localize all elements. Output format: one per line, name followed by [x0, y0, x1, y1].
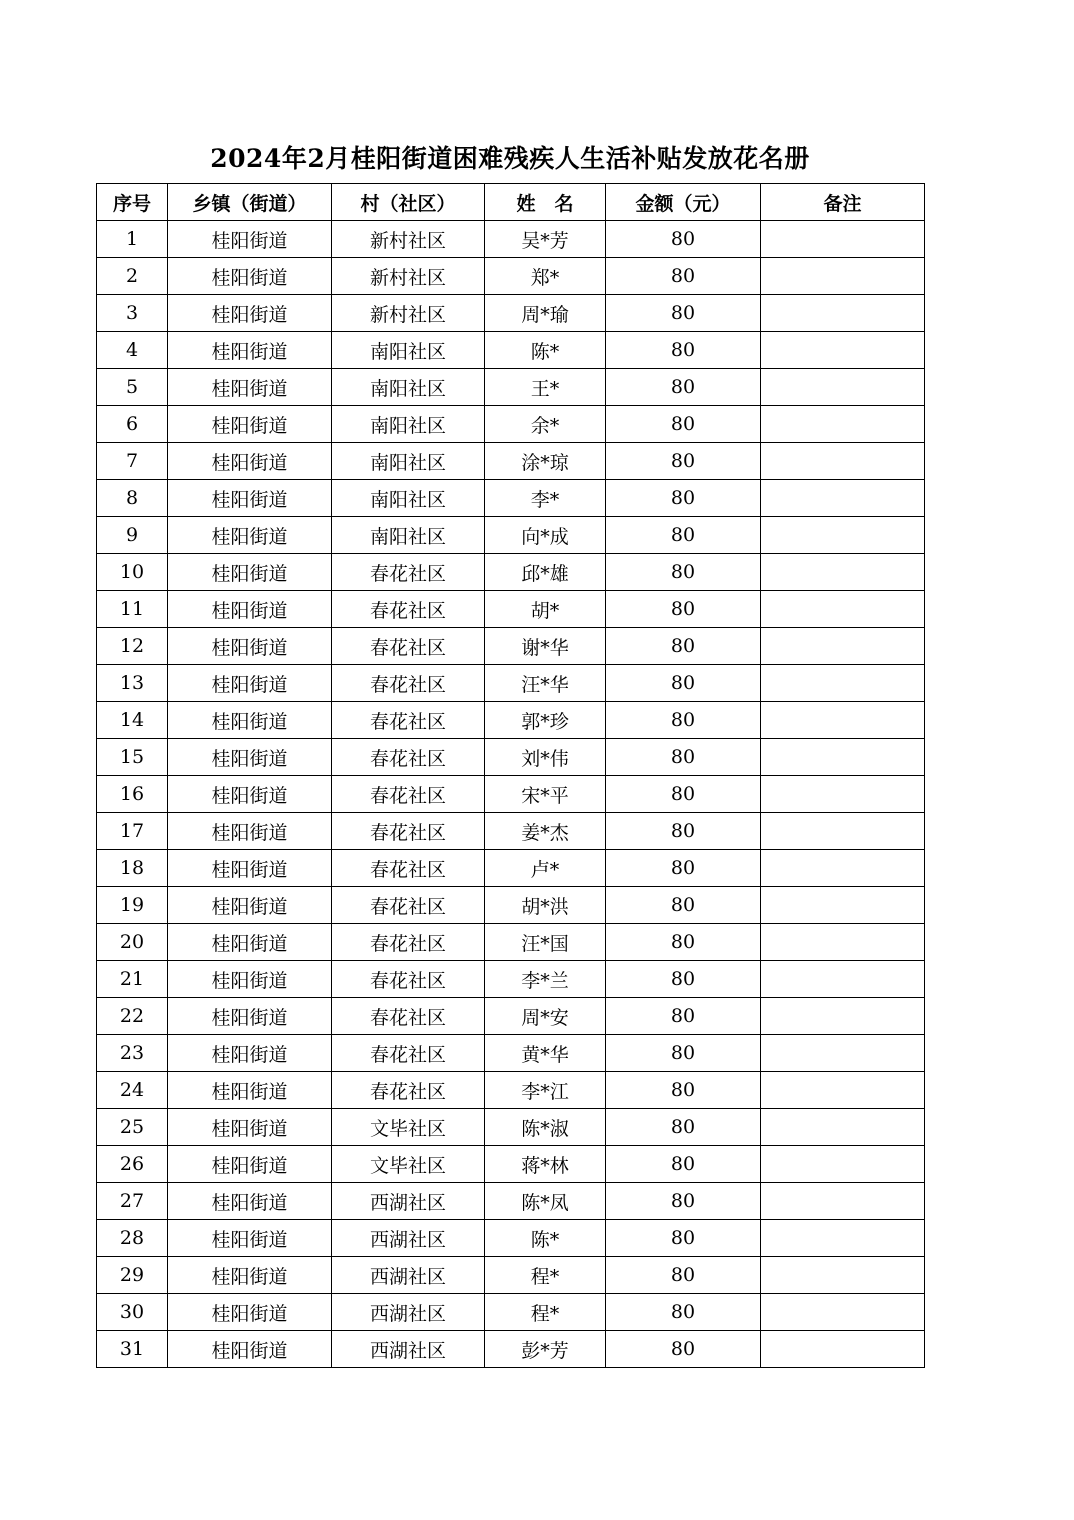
cell-name: 周*瑜	[485, 295, 606, 332]
cell-amount: 80	[606, 702, 761, 739]
table-row	[97, 1257, 925, 1294]
cell-community: 春花社区	[332, 591, 485, 628]
table-row	[97, 1072, 925, 1109]
cell-community: 西湖社区	[332, 1183, 485, 1220]
table-row	[97, 295, 925, 332]
table-row	[97, 628, 925, 665]
cell-town: 桂阳街道	[168, 332, 332, 369]
cell-community: 春花社区	[332, 924, 485, 961]
cell-remark	[761, 813, 925, 850]
cell-town: 桂阳街道	[168, 258, 332, 295]
cell-town: 桂阳街道	[168, 1072, 332, 1109]
cell-amount: 80	[606, 739, 761, 776]
cell-remark	[761, 480, 925, 517]
cell-serial: 27	[97, 1183, 168, 1220]
cell-serial: 14	[97, 702, 168, 739]
cell-community: 春花社区	[332, 739, 485, 776]
cell-amount: 80	[606, 221, 761, 258]
cell-serial: 24	[97, 1072, 168, 1109]
table-row	[97, 813, 925, 850]
cell-serial: 1	[97, 221, 168, 258]
document-title: 2024年2月桂阳街道困难残疾人生活补贴发放花名册	[210, 144, 810, 173]
cell-amount: 80	[606, 295, 761, 332]
cell-amount: 80	[606, 443, 761, 480]
header-community: 村（社区）	[332, 184, 485, 221]
cell-amount: 80	[606, 1146, 761, 1183]
cell-amount: 80	[606, 480, 761, 517]
cell-name: 李*	[485, 480, 606, 517]
cell-name: 谢*华	[485, 628, 606, 665]
cell-amount: 80	[606, 665, 761, 702]
cell-serial: 8	[97, 480, 168, 517]
table-row	[97, 665, 925, 702]
cell-remark	[761, 739, 925, 776]
cell-name: 程*	[485, 1257, 606, 1294]
cell-remark	[761, 1183, 925, 1220]
cell-community: 春花社区	[332, 1072, 485, 1109]
table-row	[97, 887, 925, 924]
cell-amount: 80	[606, 776, 761, 813]
cell-name: 彭*芳	[485, 1331, 606, 1368]
cell-town: 桂阳街道	[168, 1220, 332, 1257]
cell-remark	[761, 628, 925, 665]
cell-name: 刘*伟	[485, 739, 606, 776]
cell-name: 李*兰	[485, 961, 606, 998]
cell-amount: 80	[606, 406, 761, 443]
cell-community: 春花社区	[332, 887, 485, 924]
cell-remark	[761, 221, 925, 258]
cell-town: 桂阳街道	[168, 480, 332, 517]
cell-amount: 80	[606, 628, 761, 665]
cell-name: 邱*雄	[485, 554, 606, 591]
cell-name: 胡*	[485, 591, 606, 628]
cell-serial: 6	[97, 406, 168, 443]
table-row	[97, 1331, 925, 1368]
cell-remark	[761, 591, 925, 628]
cell-remark	[761, 295, 925, 332]
table-row	[97, 998, 925, 1035]
cell-serial: 22	[97, 998, 168, 1035]
cell-serial: 9	[97, 517, 168, 554]
cell-remark	[761, 702, 925, 739]
cell-town: 桂阳街道	[168, 1183, 332, 1220]
cell-community: 文毕社区	[332, 1146, 485, 1183]
cell-remark	[761, 924, 925, 961]
cell-name: 郭*珍	[485, 702, 606, 739]
table-row	[97, 443, 925, 480]
cell-serial: 4	[97, 332, 168, 369]
cell-community: 文毕社区	[332, 1109, 485, 1146]
cell-remark	[761, 998, 925, 1035]
table-row	[97, 1294, 925, 1331]
cell-remark	[761, 665, 925, 702]
cell-remark	[761, 1035, 925, 1072]
cell-name: 余*	[485, 406, 606, 443]
cell-community: 南阳社区	[332, 443, 485, 480]
header-name: 姓 名	[485, 184, 606, 221]
cell-community: 春花社区	[332, 702, 485, 739]
cell-remark	[761, 369, 925, 406]
cell-community: 春花社区	[332, 628, 485, 665]
header-serial: 序号	[97, 184, 168, 221]
cell-name: 蒋*林	[485, 1146, 606, 1183]
cell-serial: 3	[97, 295, 168, 332]
cell-community: 南阳社区	[332, 369, 485, 406]
cell-town: 桂阳街道	[168, 517, 332, 554]
cell-town: 桂阳街道	[168, 776, 332, 813]
cell-town: 桂阳街道	[168, 1294, 332, 1331]
cell-remark	[761, 961, 925, 998]
cell-community: 南阳社区	[332, 406, 485, 443]
table-row	[97, 850, 925, 887]
cell-amount: 80	[606, 887, 761, 924]
cell-serial: 2	[97, 258, 168, 295]
table-row	[97, 332, 925, 369]
cell-remark	[761, 1257, 925, 1294]
cell-amount: 80	[606, 591, 761, 628]
cell-town: 桂阳街道	[168, 739, 332, 776]
cell-community: 南阳社区	[332, 517, 485, 554]
table-row	[97, 591, 925, 628]
cell-serial: 7	[97, 443, 168, 480]
cell-name: 陈*淑	[485, 1109, 606, 1146]
cell-remark	[761, 1331, 925, 1368]
cell-serial: 19	[97, 887, 168, 924]
cell-serial: 13	[97, 665, 168, 702]
cell-amount: 80	[606, 1072, 761, 1109]
cell-remark	[761, 554, 925, 591]
table-row	[97, 1220, 925, 1257]
cell-serial: 17	[97, 813, 168, 850]
cell-community: 春花社区	[332, 998, 485, 1035]
cell-name: 黄*华	[485, 1035, 606, 1072]
cell-remark	[761, 776, 925, 813]
cell-name: 陈*凤	[485, 1183, 606, 1220]
cell-name: 程*	[485, 1294, 606, 1331]
table-row	[97, 480, 925, 517]
cell-town: 桂阳街道	[168, 1035, 332, 1072]
cell-amount: 80	[606, 998, 761, 1035]
cell-remark	[761, 1220, 925, 1257]
cell-serial: 15	[97, 739, 168, 776]
cell-amount: 80	[606, 554, 761, 591]
cell-serial: 12	[97, 628, 168, 665]
cell-serial: 16	[97, 776, 168, 813]
cell-amount: 80	[606, 517, 761, 554]
cell-community: 春花社区	[332, 554, 485, 591]
cell-town: 桂阳街道	[168, 924, 332, 961]
cell-town: 桂阳街道	[168, 1109, 332, 1146]
table-row	[97, 1109, 925, 1146]
cell-amount: 80	[606, 1183, 761, 1220]
table-body	[97, 221, 925, 1368]
table-row	[97, 776, 925, 813]
cell-name: 向*成	[485, 517, 606, 554]
cell-remark	[761, 1146, 925, 1183]
cell-serial: 21	[97, 961, 168, 998]
cell-community: 春花社区	[332, 665, 485, 702]
table-row	[97, 702, 925, 739]
cell-community: 南阳社区	[332, 480, 485, 517]
cell-community: 西湖社区	[332, 1331, 485, 1368]
cell-name: 李*江	[485, 1072, 606, 1109]
cell-name: 胡*洪	[485, 887, 606, 924]
table-row	[97, 221, 925, 258]
cell-amount: 80	[606, 369, 761, 406]
cell-remark	[761, 850, 925, 887]
cell-town: 桂阳街道	[168, 406, 332, 443]
table-row	[97, 924, 925, 961]
cell-amount: 80	[606, 850, 761, 887]
table-row	[97, 369, 925, 406]
cell-town: 桂阳街道	[168, 850, 332, 887]
cell-serial: 5	[97, 369, 168, 406]
cell-amount: 80	[606, 1331, 761, 1368]
cell-serial: 11	[97, 591, 168, 628]
cell-amount: 80	[606, 924, 761, 961]
cell-name: 陈*	[485, 1220, 606, 1257]
cell-town: 桂阳街道	[168, 813, 332, 850]
cell-town: 桂阳街道	[168, 702, 332, 739]
cell-amount: 80	[606, 1220, 761, 1257]
cell-amount: 80	[606, 258, 761, 295]
table-row	[97, 1035, 925, 1072]
header-remark: 备注	[761, 184, 925, 221]
cell-amount: 80	[606, 1294, 761, 1331]
cell-remark	[761, 443, 925, 480]
table-row	[97, 406, 925, 443]
cell-serial: 30	[97, 1294, 168, 1331]
cell-serial: 29	[97, 1257, 168, 1294]
cell-amount: 80	[606, 813, 761, 850]
cell-remark	[761, 406, 925, 443]
cell-name: 涂*琼	[485, 443, 606, 480]
cell-community: 西湖社区	[332, 1257, 485, 1294]
cell-remark	[761, 332, 925, 369]
cell-remark	[761, 887, 925, 924]
cell-amount: 80	[606, 332, 761, 369]
table-row	[97, 258, 925, 295]
cell-serial: 31	[97, 1331, 168, 1368]
cell-remark	[761, 1294, 925, 1331]
cell-town: 桂阳街道	[168, 554, 332, 591]
cell-community: 新村社区	[332, 221, 485, 258]
cell-town: 桂阳街道	[168, 591, 332, 628]
cell-town: 桂阳街道	[168, 369, 332, 406]
cell-community: 西湖社区	[332, 1294, 485, 1331]
cell-town: 桂阳街道	[168, 887, 332, 924]
cell-community: 春花社区	[332, 776, 485, 813]
cell-community: 新村社区	[332, 258, 485, 295]
cell-community: 春花社区	[332, 850, 485, 887]
cell-remark	[761, 1109, 925, 1146]
cell-serial: 18	[97, 850, 168, 887]
table-header-row	[97, 184, 925, 221]
cell-name: 汪*国	[485, 924, 606, 961]
table-row	[97, 1146, 925, 1183]
header-amount: 金额（元）	[606, 184, 761, 221]
cell-community: 南阳社区	[332, 332, 485, 369]
cell-name: 姜*杰	[485, 813, 606, 850]
table-row	[97, 554, 925, 591]
cell-community: 西湖社区	[332, 1220, 485, 1257]
cell-name: 卢*	[485, 850, 606, 887]
header-town: 乡镇（街道）	[168, 184, 332, 221]
cell-town: 桂阳街道	[168, 628, 332, 665]
cell-name: 吴*芳	[485, 221, 606, 258]
table-row	[97, 961, 925, 998]
cell-town: 桂阳街道	[168, 1257, 332, 1294]
cell-serial: 28	[97, 1220, 168, 1257]
cell-amount: 80	[606, 1257, 761, 1294]
cell-town: 桂阳街道	[168, 665, 332, 702]
cell-community: 春花社区	[332, 813, 485, 850]
cell-town: 桂阳街道	[168, 443, 332, 480]
cell-name: 王*	[485, 369, 606, 406]
cell-serial: 23	[97, 1035, 168, 1072]
cell-name: 周*安	[485, 998, 606, 1035]
cell-town: 桂阳街道	[168, 221, 332, 258]
cell-name: 宋*平	[485, 776, 606, 813]
cell-remark	[761, 517, 925, 554]
cell-amount: 80	[606, 1109, 761, 1146]
table-row	[97, 1183, 925, 1220]
cell-town: 桂阳街道	[168, 961, 332, 998]
subsidy-roster-table	[96, 183, 925, 1368]
table-row	[97, 517, 925, 554]
cell-community: 春花社区	[332, 1035, 485, 1072]
cell-serial: 26	[97, 1146, 168, 1183]
cell-town: 桂阳街道	[168, 295, 332, 332]
cell-town: 桂阳街道	[168, 998, 332, 1035]
cell-serial: 25	[97, 1109, 168, 1146]
cell-serial: 10	[97, 554, 168, 591]
cell-remark	[761, 258, 925, 295]
cell-community: 春花社区	[332, 961, 485, 998]
cell-name: 郑*	[485, 258, 606, 295]
cell-community: 新村社区	[332, 295, 485, 332]
cell-amount: 80	[606, 961, 761, 998]
cell-town: 桂阳街道	[168, 1146, 332, 1183]
cell-name: 汪*华	[485, 665, 606, 702]
cell-remark	[761, 1072, 925, 1109]
cell-name: 陈*	[485, 332, 606, 369]
table-row	[97, 739, 925, 776]
cell-amount: 80	[606, 1035, 761, 1072]
cell-serial: 20	[97, 924, 168, 961]
cell-town: 桂阳街道	[168, 1331, 332, 1368]
